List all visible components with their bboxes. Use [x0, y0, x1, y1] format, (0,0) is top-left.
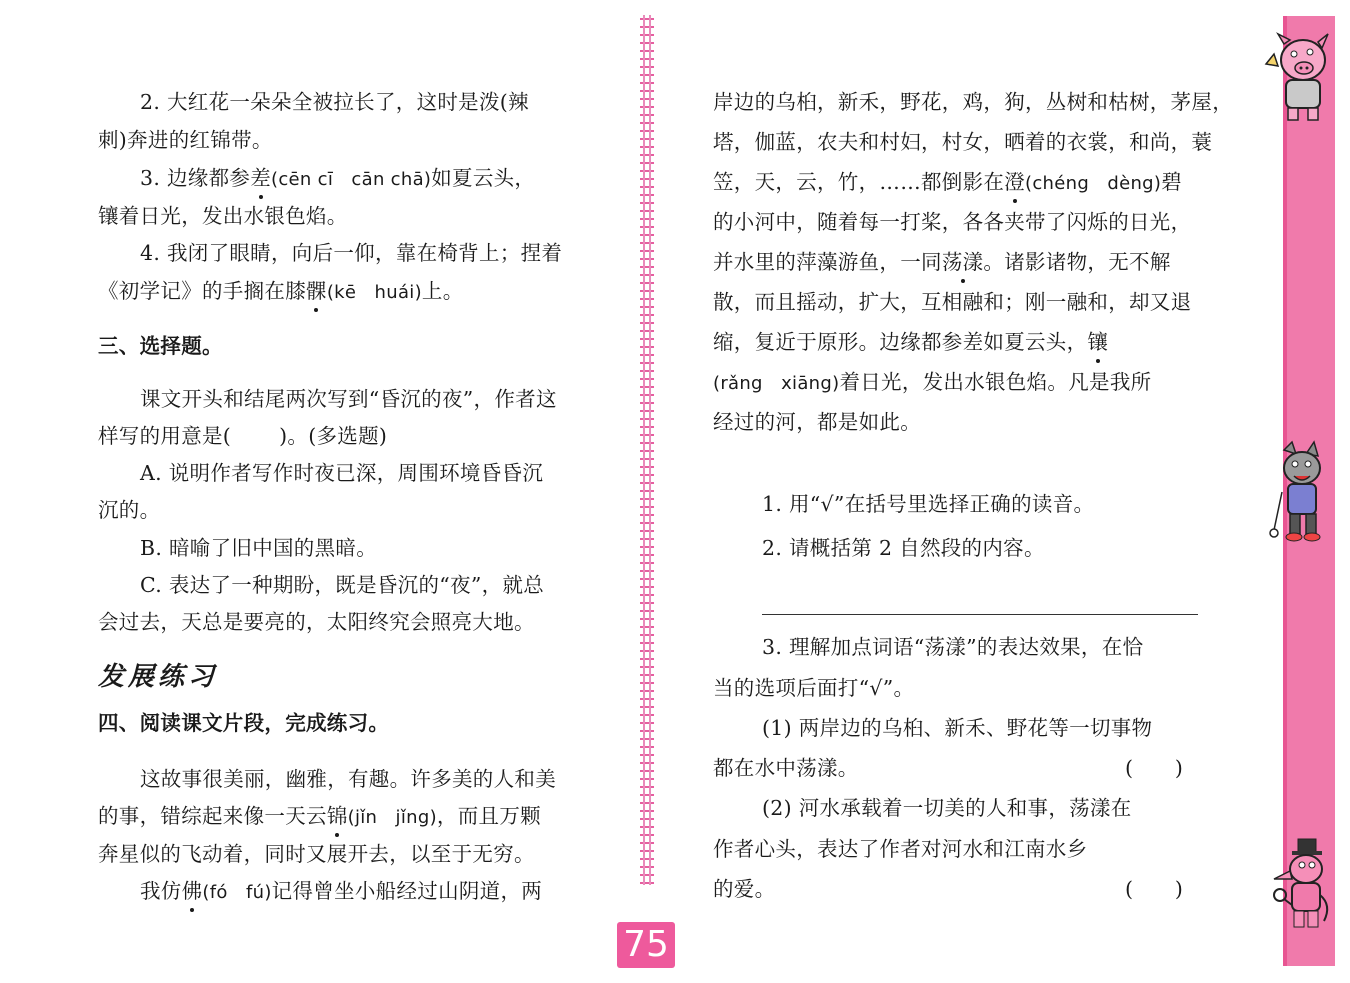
- passage-pinyin-options[interactable]: (fó fú): [202, 882, 272, 903]
- exercise-3-option1-line1: (1) 两岸边的乌桕、新禾、野花等一切事物: [762, 716, 1153, 740]
- passage-line3: 奔星似的飞动着，同时又展开去，以至于无穷。: [98, 842, 535, 866]
- passage-dotted-char: 澄: [1004, 170, 1026, 194]
- right-passage-line9: 经过的河，都是如此。: [713, 410, 921, 434]
- passage-dotted-word: 荡漾: [941, 250, 984, 274]
- passage-line2: [98, 802, 541, 832]
- section4-title: 四、阅读课文片段，完成练习。: [98, 711, 390, 735]
- passage-dotted-char: 佛: [181, 879, 203, 903]
- passage-line1: 这故事很美丽，幽雅，有趣。许多美的人和美: [140, 767, 556, 791]
- right-passage-line2: 塔，伽蓝，农夫和村妇，村女，晒着的衣裳，和尚，蓑: [713, 130, 1213, 154]
- passage-dotted-char: 镶: [1087, 330, 1109, 354]
- choice-text-end: )。(多选题): [279, 424, 388, 448]
- q4-pinyin-options[interactable]: (kē huái): [326, 282, 422, 303]
- q4-text: 《初学记》的手搁在膝: [98, 279, 306, 303]
- passage-text-end: 记得曾坐小船经过山阴道，两: [271, 879, 543, 903]
- page-number: 75: [617, 922, 675, 968]
- q4-text-end: 上。: [421, 279, 464, 303]
- exercise-3-option2-checkbox[interactable]: ( ): [1125, 877, 1184, 901]
- passage-dotted-char: 锦: [326, 804, 348, 828]
- passage-line4: [140, 877, 542, 907]
- exercise-3-line2: 当的选项后面打“√”。: [713, 676, 915, 700]
- exercise-3-option2-line1: (2) 河水承载着一切美的人和事，荡漾在: [762, 796, 1132, 820]
- q4-line2: [98, 277, 464, 307]
- q3-line1: [140, 164, 535, 194]
- exercise-3-option1-line2: 都在水中荡漾。: [713, 756, 859, 780]
- q3-text: 3. 边缘都参: [140, 166, 251, 190]
- option-b[interactable]: B. 暗喻了旧中国的黑暗。: [140, 536, 377, 560]
- fox-mascot-icon: [1262, 835, 1334, 935]
- q3-pinyin-options[interactable]: (cēn cī cān chā): [271, 169, 432, 190]
- passage-text: 我仿: [140, 879, 182, 903]
- q3-text-end: 如夏云头，: [431, 166, 536, 190]
- right-passage-line1: 岸边的乌桕，新禾，野花，鸡，狗，丛树和枯树，茅屋，: [713, 90, 1233, 114]
- passage-text-end: ，而且万颗: [436, 804, 541, 828]
- passage-text: 笠，天，云，竹，……都倒影在: [713, 170, 1005, 194]
- passage-text: 的事，错综起来像一天云: [98, 804, 327, 828]
- section3-title: 三、选择题。: [98, 334, 223, 358]
- right-page: [655, 0, 1233, 983]
- choice-text: 样写的用意是(: [98, 424, 232, 448]
- option-a-line1[interactable]: A. 说明作者写作时夜已深，周围环境昏昏沉: [140, 461, 544, 485]
- choice-line1: 课文开头和结尾两次写到“昏沉的夜”，作者这: [140, 387, 557, 411]
- wolf-mascot-icon: [1262, 440, 1334, 545]
- passage-text-end: 着日光，发出水银色焰。凡是我所: [839, 370, 1152, 394]
- q4-dotted-char: 髁: [306, 279, 327, 303]
- exercise-3-option2-line2: 作者心头，表达了作者对河水和江南水乡: [713, 837, 1088, 861]
- passage-pinyin-options[interactable]: (chéng dèng): [1025, 173, 1162, 194]
- exercise-2: 2. 请概括第 2 自然段的内容。: [762, 536, 1045, 560]
- exercise-2-answer-line[interactable]: [762, 614, 1198, 615]
- left-page: [0, 0, 640, 983]
- right-passage-line5: [713, 248, 1171, 276]
- right-passage-line7: [713, 328, 1108, 356]
- choice-line2: [98, 422, 387, 450]
- passage-pinyin-options[interactable]: (jǐn jǐng): [347, 807, 437, 828]
- page-divider: [640, 15, 654, 885]
- right-passage-line6: 散，而且摇动，扩大，互相融和；刚一融和，却又退: [713, 290, 1192, 314]
- q3-line2: 镶着日光，发出水银色焰。: [98, 204, 348, 228]
- option-c-line2: 会过去，天总是要亮的，太阳终究会照亮大地。: [98, 610, 535, 634]
- option-c-line1[interactable]: C. 表达了一种期盼，既是昏沉的“夜”，就总: [140, 573, 545, 597]
- right-passage-line4: 的小河中，随着每一打桨，各各夹带了闪烁的日光，: [713, 210, 1192, 234]
- passage-text: 缩，复近于原形。边缘都参差如夏云头，: [713, 330, 1088, 354]
- right-passage-line3: [713, 168, 1182, 198]
- right-passage-line8: [713, 368, 1151, 398]
- passage-text-end: 碧: [1161, 170, 1183, 194]
- q3-dotted-char: 差: [250, 166, 271, 190]
- q4-line1: 4. 我闭了眼睛，向后一仰，靠在椅背上；捏着: [140, 241, 563, 265]
- q2-line2: 刺)奔进的红锦带。: [98, 128, 273, 152]
- passage-text-end: 。诸影诸物，无不解: [983, 250, 1171, 274]
- option-a-line2: 沉的。: [98, 498, 161, 522]
- exercise-3-option2-line3: 的爱。: [713, 877, 776, 901]
- q2-line1: 2. 大红花一朵朵全被拉长了，这时是泼(辣: [140, 90, 529, 114]
- passage-pinyin-options[interactable]: (rǎng xiāng): [713, 373, 840, 394]
- exercise-3-line1: 3. 理解加点词语“荡漾”的表达效果，在恰: [762, 635, 1144, 659]
- development-practice-title: 发展练习: [98, 662, 219, 692]
- exercise-3-option1-checkbox[interactable]: ( ): [1125, 756, 1184, 780]
- pig-mascot-icon: [1258, 30, 1338, 125]
- passage-text: 并水里的萍藻游鱼，一同: [713, 250, 942, 274]
- exercise-1: 1. 用“√”在括号里选择正确的读音。: [762, 492, 1095, 516]
